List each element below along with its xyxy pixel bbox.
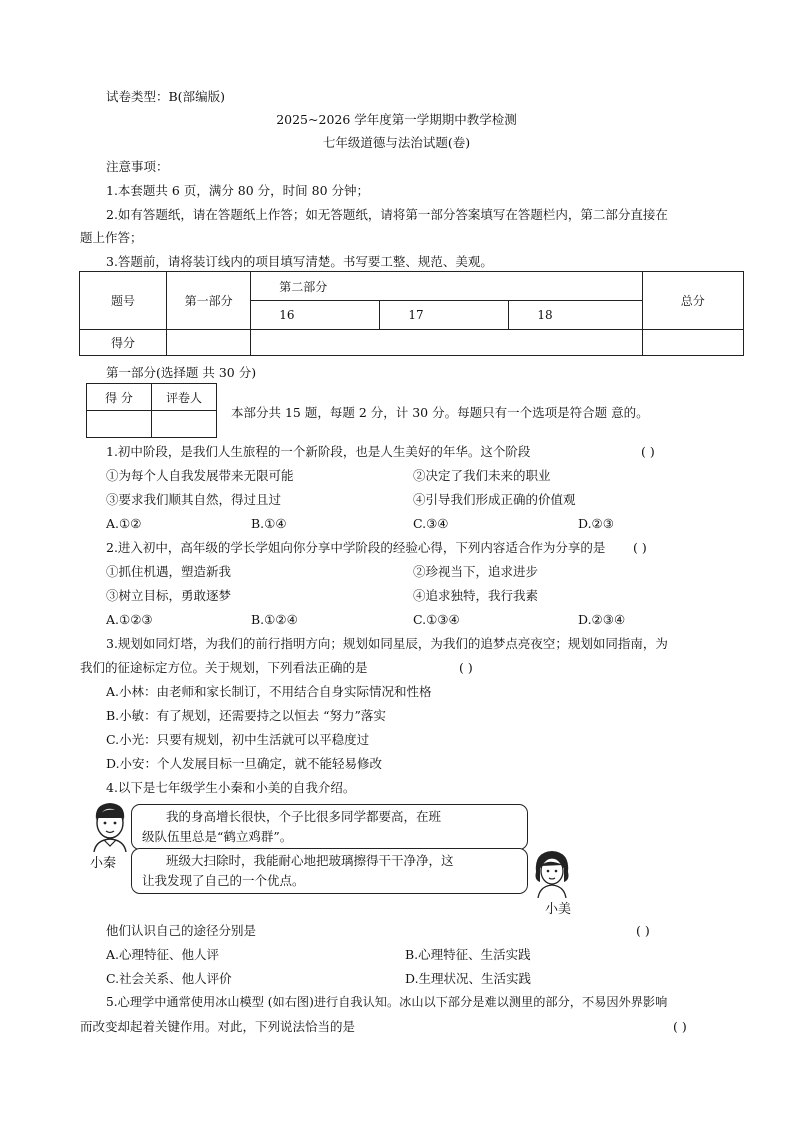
q1-statement-3: ③要求我们顺其自然，得过且过 xyxy=(106,492,282,507)
q1-statement-4: ④引导我们形成正确的价值观 xyxy=(413,492,576,507)
note-1: 1.本套题共 6 页，满分 80 分，时间 80 分钟； xyxy=(106,183,370,198)
notes-heading: 注意事项： xyxy=(106,159,169,174)
q3-option-c[interactable]: C.小光：只要有规划，初中生活就可以平稳度过 xyxy=(106,732,370,747)
note-2-cont: 题上作答； xyxy=(80,230,143,245)
speech-bubble-xiaomei xyxy=(131,848,528,894)
sub-col-16: 16 xyxy=(251,301,380,330)
grader-table xyxy=(86,383,217,438)
bubble2-line1: 班级大扫除时，我能耐心地把玻璃擦得干干净净，这 xyxy=(166,853,454,868)
bubble1-line2: 级队伍里总是“鹤立鸡群”。 xyxy=(142,829,293,844)
boy-illustration xyxy=(86,798,134,852)
bubble2-line2: 让我发现了自己的一个优点。 xyxy=(142,873,305,888)
q3-stem-line1: 3.规划如同灯塔，为我们的前行指明方向；规划如同星辰，为我们的追梦点亮夜空；规划如同指南，为 xyxy=(106,636,668,651)
note-2: 2.如有答题纸，请在答题纸上作答；如无答题纸，请将第一部分答案填写在答题栏内，第二部分直接在 xyxy=(106,207,668,222)
q4-bracket[interactable]: ( ) xyxy=(636,923,650,938)
girl-illustration xyxy=(530,846,574,898)
q1-choice-c[interactable]: C.③④ xyxy=(413,516,449,531)
q1-statement-2: ②决定了我们未来的职业 xyxy=(413,468,551,483)
score-cell-part1[interactable] xyxy=(166,330,250,356)
speech-bubble-xiaoqin xyxy=(131,804,528,850)
q5-stem-line1: 5.心理学中通常使用冰山模型 (如右图)进行自我认知。冰山以下部分是难以测里的部分，不易因外界影响 xyxy=(106,995,668,1009)
sub-col-17: 17 xyxy=(380,301,509,330)
q2-stem: 2.进入初中，高年级的学长学姐向你分享中学阶段的经验心得，下列内容适合作为分享的是 xyxy=(106,540,606,555)
bubble1-line1: 我的身高增长很快，个子比很多同学都要高，在班 xyxy=(166,809,442,824)
q1-stem: 1.初中阶段，是我们人生旅程的一个新阶段，也是人生美好的年华。这个阶段 xyxy=(106,444,531,459)
q1-statement-1: ①为每个人自我发展带来无限可能 xyxy=(106,468,294,483)
q2-choice-a[interactable]: A.①②③ xyxy=(106,612,153,627)
q1-choice-a[interactable]: A.①② xyxy=(106,516,142,531)
score-cell-part2[interactable] xyxy=(251,330,642,356)
q4-choice-d[interactable]: D.生理状况、生活实践 xyxy=(405,971,532,986)
col-part2: 第二部分 xyxy=(251,272,642,301)
q2-choice-c[interactable]: C.①③④ xyxy=(413,612,460,627)
exam-title: 2025~2026 学年度第一学期期中教学检测 xyxy=(276,112,517,127)
q3-stem-line2: 我们的征途标定方位。关于规划，下列看法正确的是 xyxy=(80,660,368,675)
q3-bracket[interactable]: ( ) xyxy=(459,660,473,675)
q2-bracket[interactable]: ( ) xyxy=(633,540,647,555)
exam-subtitle: 七年级道德与法治试题(卷) xyxy=(322,135,471,150)
q4-choice-c[interactable]: C.社会关系、他人评价 xyxy=(106,971,232,986)
q5-stem-line2: 而改变却起着关键作用。对此，下列说法恰当的是 xyxy=(80,1019,356,1034)
sub-col-18: 18 xyxy=(509,301,642,330)
grader-name-cell[interactable] xyxy=(152,411,217,438)
q4-choice-a[interactable]: A.心理特征、他人评 xyxy=(106,947,220,962)
q3-option-b[interactable]: B.小敏：有了规划，还需要持之以恒去 “努力”落实 xyxy=(106,708,386,723)
q2-statement-4: ④追求独特，我行我素 xyxy=(413,588,539,603)
q5-bracket[interactable]: ( ) xyxy=(673,1019,687,1034)
q3-option-a[interactable]: A.小林：由老师和家长制订，不用结合自身实际情况和性格 xyxy=(106,684,432,699)
part1-instruction: 本部分共 15 题，每题 2 分，计 30 分。每题只有一个选项是符合题 意的。 xyxy=(231,405,649,420)
q1-choice-b[interactable]: B.①④ xyxy=(251,516,287,531)
person-label-xiaomei: 小美 xyxy=(545,902,572,917)
col-question: 题号 xyxy=(80,272,167,330)
person-label-xiaoqin: 小秦 xyxy=(90,856,117,871)
grader-label: 评卷人 xyxy=(152,384,217,411)
note-3: 3.答题前，请将装订线内的项目填写清楚。书写要工整、规范、美观。 xyxy=(106,254,493,269)
col-part1: 第一部分 xyxy=(166,272,250,330)
row-score: 得分 xyxy=(80,330,167,356)
score-cell-total[interactable] xyxy=(642,330,743,356)
q1-choice-d[interactable]: D.②③ xyxy=(578,516,614,531)
paper-type: 试卷类型：B(部编版) xyxy=(106,89,225,104)
q3-option-d[interactable]: D.小安：个人发展目标一旦确定，就不能轻易修改 xyxy=(106,756,383,771)
q4-choice-b[interactable]: B.心理特征、生活实践 xyxy=(405,947,531,962)
score-table xyxy=(79,271,744,356)
q2-choice-b[interactable]: B.①②④ xyxy=(251,612,298,627)
q2-statement-3: ③树立目标，勇敢逐梦 xyxy=(106,588,232,603)
col-total: 总分 xyxy=(642,272,743,330)
q2-statement-1: ①抓住机遇，塑造新我 xyxy=(106,564,232,579)
q4-stem: 4.以下是七年级学生小秦和小美的自我介绍。 xyxy=(106,780,356,795)
q2-statement-2: ②珍视当下，追求进步 xyxy=(413,564,539,579)
q1-bracket[interactable]: ( ) xyxy=(641,444,655,459)
grader-score-cell[interactable] xyxy=(87,411,152,438)
q2-choice-d[interactable]: D.②③④ xyxy=(578,612,626,627)
grader-score-label: 得 分 xyxy=(87,384,152,411)
q4-question: 他们认识自己的途径分别是 xyxy=(106,923,257,938)
part1-heading: 第一部分(选择题 共 30 分) xyxy=(106,365,257,380)
